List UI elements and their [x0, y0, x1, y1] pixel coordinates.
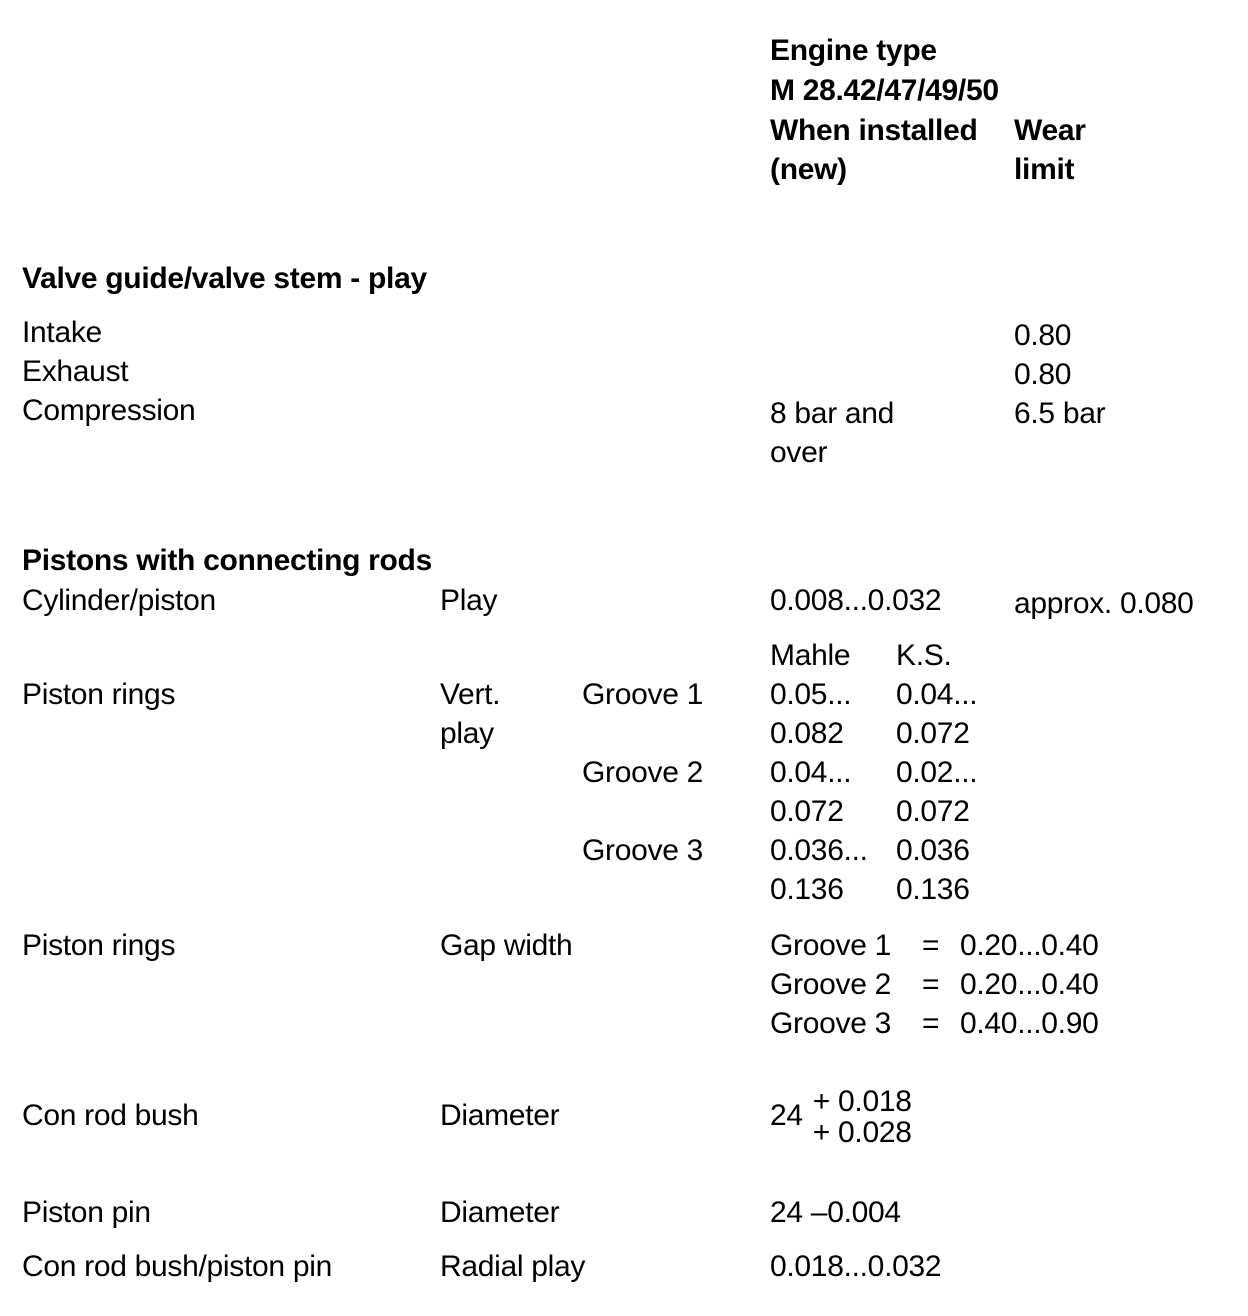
gap-groove-1-label: Groove 1	[770, 929, 891, 962]
exhaust-wear-value: 0.80	[1014, 358, 1072, 391]
piston-section-heading: Pistons with connecting rods	[22, 544, 432, 577]
intake-label: Intake	[22, 316, 102, 349]
bush-pin-param: Radial play	[440, 1250, 586, 1283]
groove-2-mahle-max: 0.072	[770, 795, 844, 828]
intake-wear-value: 0.80	[1014, 319, 1072, 352]
gap-width-param: Gap width	[440, 929, 573, 962]
col-wear-subheader: limit	[1014, 153, 1075, 186]
groove-1-mahle-max: 0.082	[770, 717, 844, 750]
compression-wear-value: 6.5 bar	[1014, 397, 1106, 430]
cylinder-piston-wear: approx. 0.080	[1014, 587, 1194, 620]
vert-play-param-cont: play	[440, 717, 494, 750]
engine-type-value: M 28.42/47/49/50	[770, 74, 999, 107]
col-installed-subheader: (new)	[770, 153, 847, 186]
piston-pin-label: Piston pin	[22, 1196, 151, 1229]
groove-2-label: Groove 2	[582, 756, 703, 789]
gap-groove-3-equals: =	[922, 1007, 940, 1040]
cylinder-piston-param: Play	[440, 584, 498, 617]
cylinder-piston-new: 0.008...0.032	[770, 584, 942, 617]
con-rod-bush-label: Con rod bush	[22, 1099, 199, 1132]
gap-groove-3-value: 0.40...0.90	[960, 1007, 1099, 1040]
piston-rings-vert-label: Piston rings	[22, 678, 176, 711]
piston-pin-param: Diameter	[440, 1196, 560, 1229]
gap-groove-1-equals: =	[922, 929, 940, 962]
piston-pin-value: 24 –0.004	[770, 1196, 901, 1229]
brand-ks-header: K.S.	[896, 639, 952, 672]
gap-groove-3-label: Groove 3	[770, 1007, 891, 1040]
groove-1-label: Groove 1	[582, 678, 703, 711]
groove-1-ks-max: 0.072	[896, 717, 970, 750]
con-rod-bush-tolerance	[770, 1086, 912, 1148]
tolerance-lower: + 0.028	[812, 1116, 912, 1149]
valve-section-heading: Valve guide/valve stem - play	[22, 262, 427, 295]
groove-1-mahle-min: 0.05...	[770, 678, 852, 711]
brand-mahle-header: Mahle	[770, 639, 851, 672]
compression-new-value: 8 bar and	[770, 397, 895, 430]
groove-1-ks-min: 0.04...	[896, 678, 978, 711]
exhaust-label: Exhaust	[22, 355, 129, 388]
groove-3-label: Groove 3	[582, 834, 703, 867]
tolerance-upper: + 0.018	[812, 1085, 912, 1118]
piston-rings-gap-label: Piston rings	[22, 929, 176, 962]
gap-groove-2-value: 0.20...0.40	[960, 968, 1099, 1001]
vert-play-param: Vert.	[440, 678, 501, 711]
groove-3-ks-max: 0.136	[896, 873, 970, 906]
gap-groove-2-equals: =	[922, 968, 940, 1001]
compression-label: Compression	[22, 394, 196, 427]
col-wear-header: Wear	[1014, 114, 1086, 147]
engine-type-label: Engine type	[770, 34, 937, 67]
cylinder-piston-label: Cylinder/piston	[22, 584, 216, 617]
groove-3-mahle-min: 0.036...	[770, 834, 868, 867]
gap-groove-1-value: 0.20...0.40	[960, 929, 1099, 962]
groove-2-ks-min: 0.02...	[896, 756, 978, 789]
groove-3-ks-min: 0.036	[896, 834, 970, 867]
col-installed-header: When installed	[770, 114, 978, 147]
bush-pin-label: Con rod bush/piston pin	[22, 1250, 332, 1283]
bush-pin-value: 0.018...0.032	[770, 1250, 942, 1283]
groove-3-mahle-max: 0.136	[770, 873, 844, 906]
compression-new-value-cont: over	[770, 436, 828, 469]
gap-groove-2-label: Groove 2	[770, 968, 891, 1001]
con-rod-bush-param: Diameter	[440, 1099, 560, 1132]
groove-2-ks-max: 0.072	[896, 795, 970, 828]
tolerance-stack	[813, 1086, 912, 1148]
con-rod-bush-base: 24	[770, 1098, 803, 1132]
groove-2-mahle-min: 0.04...	[770, 756, 852, 789]
